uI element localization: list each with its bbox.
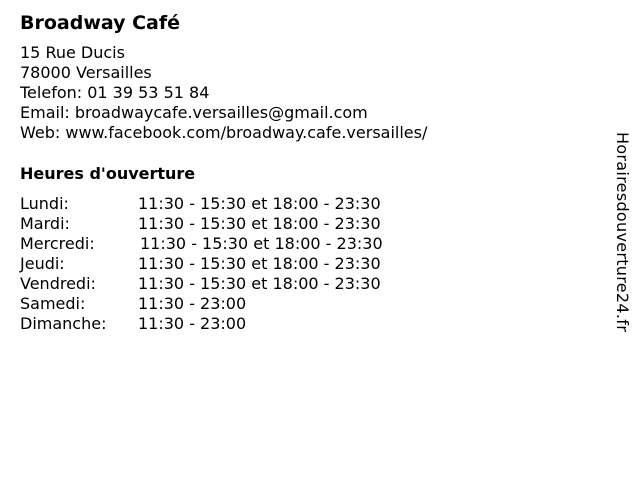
hours-row-thursday (20, 254, 600, 274)
time-value: 11:30 - 23:00 (138, 314, 247, 333)
day-label: Mercredi: (20, 234, 95, 253)
hours-row-wednesday (20, 234, 600, 254)
hours-row-friday (20, 274, 600, 294)
email-line: Email: broadwaycafe.versailles@gmail.com (20, 103, 368, 122)
street-address: 15 Rue Ducis (20, 43, 125, 62)
hours-row-monday (20, 194, 600, 214)
day-label: Jeudi: (20, 254, 65, 273)
business-name: Broadway Café (20, 12, 181, 34)
time-value: 11:30 - 15:30 et 18:00 - 23:30 (138, 194, 381, 213)
day-label: Mardi: (20, 214, 70, 233)
time-value: 11:30 - 15:30 et 18:00 - 23:30 (138, 214, 381, 233)
hours-heading: Heures d'ouverture (20, 164, 196, 183)
day-label: Samedi: (20, 294, 86, 313)
time-value: 11:30 - 23:00 (138, 294, 247, 313)
hours-row-saturday (20, 294, 600, 314)
day-label: Dimanche: (20, 314, 107, 333)
time-value: 11:30 - 15:30 et 18:00 - 23:30 (138, 254, 381, 273)
phone-line: Telefon: 01 39 53 51 84 (20, 83, 210, 102)
time-value: 11:30 - 15:30 et 18:00 - 23:30 (138, 274, 381, 293)
hours-row-sunday (20, 314, 600, 334)
site-watermark: Horairesdouverture24.fr (613, 132, 632, 333)
business-card (20, 11, 600, 334)
web-line: Web: www.facebook.com/broadway.cafe.versailles/ (20, 123, 428, 142)
time-value: 11:30 - 15:30 et 18:00 - 23:30 (140, 234, 383, 253)
day-label: Vendredi: (20, 274, 96, 293)
hours-table (20, 194, 600, 334)
hours-row-tuesday (20, 214, 600, 234)
day-label: Lundi: (20, 194, 69, 213)
city-address: 78000 Versailles (20, 63, 152, 82)
